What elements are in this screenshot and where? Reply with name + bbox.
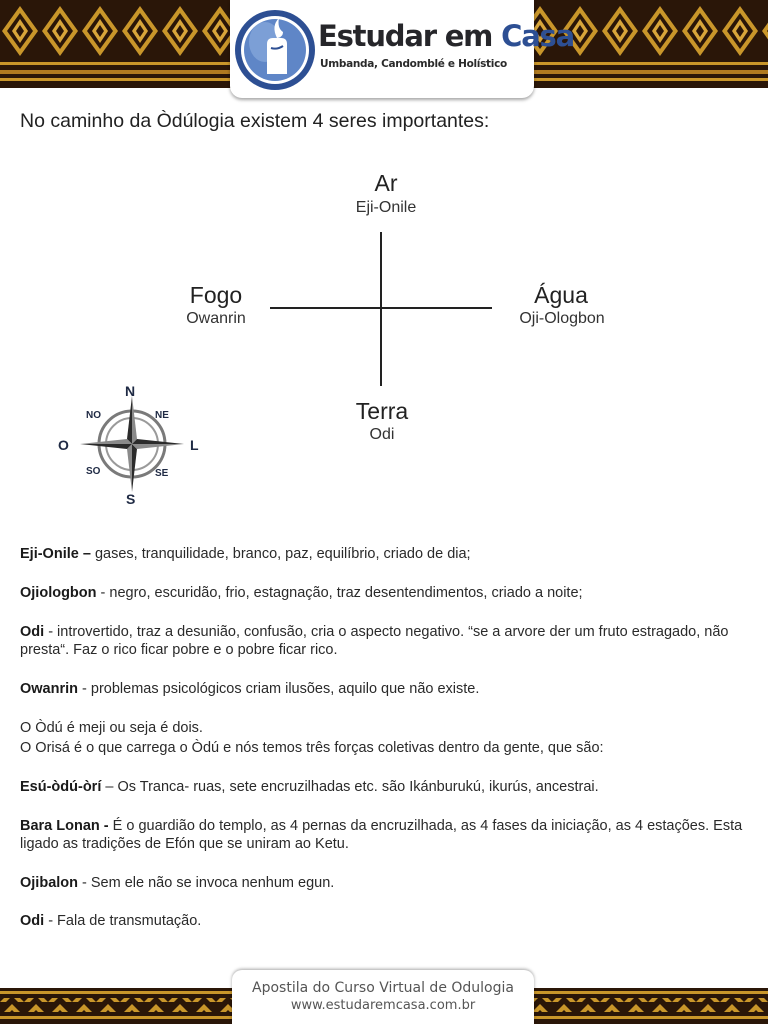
paragraph-text: - Sem ele não se invoca nenhum egun. [78, 875, 335, 891]
footer [232, 970, 534, 1024]
paragraph [20, 778, 750, 796]
paragraph-term: Ojiologbon [20, 585, 97, 601]
diagram-bottom-sub: Odi [369, 426, 395, 443]
compass-east: L [190, 437, 199, 453]
compass-south: S [126, 491, 136, 507]
compass-rose [54, 382, 210, 512]
page-heading: No caminho da Òdúlogia existem 4 seres importantes: [20, 110, 490, 132]
paragraph-text: - problemas psicológicos criam ilusões, aquilo que não existe. [78, 681, 480, 697]
diagram-bottom-name: Terra [355, 398, 409, 424]
paragraph-term: Eji-Onile – [20, 546, 91, 562]
paragraph-term: Odi [20, 913, 45, 929]
logo-word-2: Casa [501, 19, 574, 53]
paragraph-term: Odi [20, 624, 45, 640]
diagram-right-name: Água [534, 282, 588, 308]
diagram-left-sub: Owanrin [186, 310, 246, 327]
diagram-left-name: Fogo [189, 282, 243, 308]
logo-title [318, 19, 574, 53]
footer-website-link[interactable]: www.estudaremcasa.com.br [290, 998, 476, 1013]
paragraph [20, 680, 750, 698]
compass-north: N [125, 383, 136, 399]
globe-candle-icon [233, 8, 317, 92]
logo-word-1: Estudar em [318, 19, 493, 53]
paragraph-term: Bara Lonan - [20, 818, 109, 834]
paragraph [20, 739, 750, 757]
paragraph [20, 719, 750, 737]
logo-subtitle: Umbanda, Candomblé e Holístico [320, 58, 507, 70]
paragraph-text: O Òdú é meji ou seja é dois. [20, 720, 203, 736]
paragraph-term: Ojibalon [20, 875, 78, 891]
paragraph-text: gases, tranquilidade, branco, paz, equilíbrio, criado de dia; [90, 546, 471, 562]
diagram-vertical-axis [380, 232, 382, 386]
paragraph-term: Esú-òdú-òrí [20, 779, 102, 795]
paragraph [20, 874, 750, 892]
site-logo[interactable] [230, 0, 574, 98]
diagram-right-sub: Oji-Ologbon [519, 310, 605, 327]
paragraph [20, 912, 750, 930]
paragraph-text: - negro, escuridão, frio, estagnação, traz desentendimentos, criado a noite; [96, 585, 583, 601]
paragraph [20, 623, 750, 659]
paragraph-text: - introvertido, traz a desunião, confusão, cria o aspecto negativo. “se a arvore der um fruto estragado, não presta“. Faz o rico ficar pobre e o pobre ficar rico. [20, 624, 729, 658]
paragraph-text: - Fala de transmutação. [44, 913, 202, 929]
paragraph-text: – Os Tranca- ruas, sete encruzilhadas etc. são Ikánburukú, ikurús, ancestrai. [101, 779, 599, 795]
diagram-top-sub: Eji-Onile [355, 199, 417, 216]
compass-northwest: NO [86, 410, 101, 421]
compass-southeast: SE [155, 468, 169, 479]
paragraph [20, 545, 750, 563]
paragraph [20, 817, 750, 853]
diagram-top-name: Ar [374, 170, 398, 196]
paragraph-text: É o guardião do templo, as 4 pernas da encruzilhada, as 4 fases da iniciação, as 4 estações. Esta ligado as tradições de Efón que se uniram ao Ketu. [20, 818, 743, 852]
footer-course-title: Apostila do Curso Virtual de Odulogia [252, 980, 514, 996]
compass-northeast: NE [155, 410, 169, 421]
paragraph-term: Owanrin [20, 681, 79, 697]
paragraph [20, 584, 750, 602]
compass-west: O [58, 437, 69, 453]
paragraph-text: O Orisá é o que carrega o Òdú e nós temos três forças coletivas dentro da gente, que são: [20, 740, 604, 756]
compass-southwest: SO [86, 466, 101, 477]
